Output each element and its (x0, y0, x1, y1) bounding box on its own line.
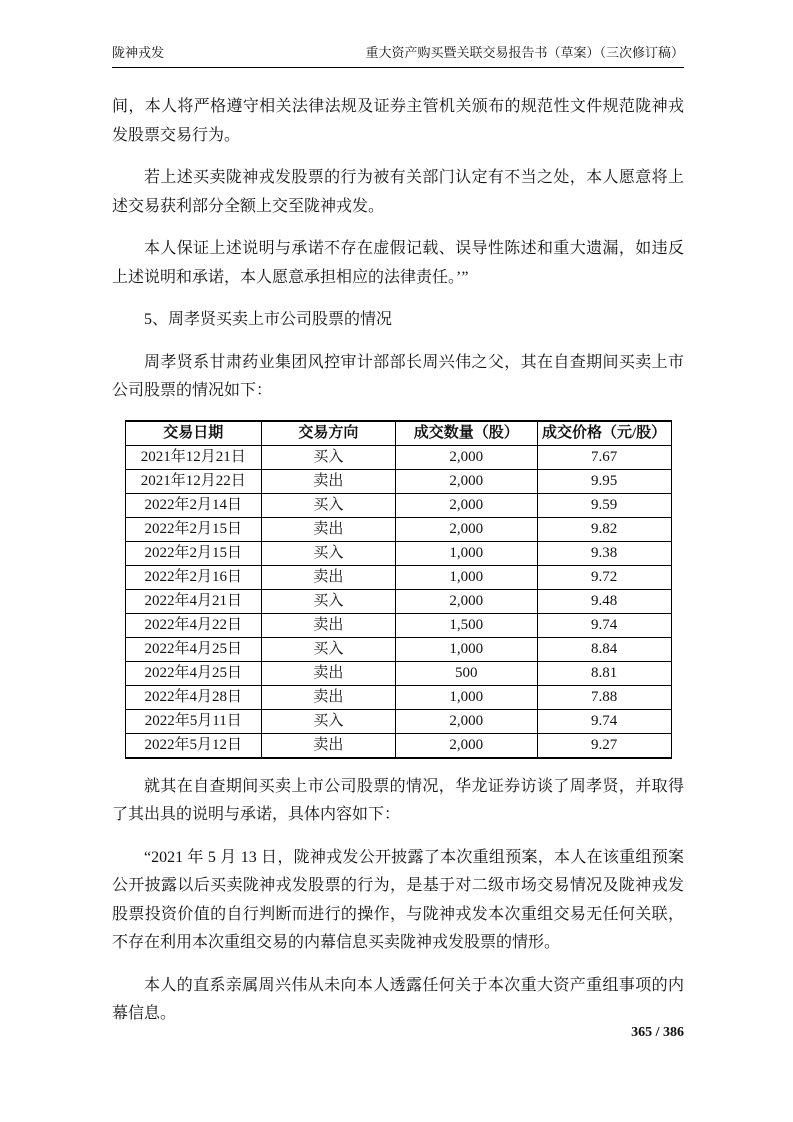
table-row (125, 565, 671, 589)
page-header (112, 44, 684, 68)
trade-direction-cell: 卖出 (262, 661, 396, 685)
trade-volume-cell: 1,500 (395, 613, 537, 637)
table-row (125, 637, 671, 661)
trade-date-cell: 2022年2月14日 (125, 493, 262, 517)
table-row (125, 541, 671, 565)
trade-price-cell: 7.88 (537, 685, 671, 709)
paragraph-insider-info: 本人的直系亲属周兴伟从未向本人透露任何关于本次重大资产重组事项的内幕信息。 (112, 976, 684, 1022)
document-body (112, 68, 684, 1029)
trade-price-cell: 9.59 (537, 493, 671, 517)
trade-date-cell: 2021年12月21日 (125, 445, 262, 469)
trade-volume-cell: 2,000 (395, 589, 537, 613)
trade-direction-cell: 买入 (262, 709, 396, 733)
section-heading-5: 5、周孝贤买卖上市公司股票的情况 (144, 311, 393, 328)
table-header-row (125, 421, 671, 446)
trade-price-cell: 8.81 (537, 661, 671, 685)
trade-direction-cell: 卖出 (262, 685, 396, 709)
table-row (125, 661, 671, 685)
trade-direction-cell: 买入 (262, 493, 396, 517)
stock-trades-table (125, 420, 672, 759)
trade-price-cell: 9.72 (537, 565, 671, 589)
trade-date-cell: 2022年4月25日 (125, 661, 262, 685)
table-row (125, 613, 671, 637)
trade-date-cell: 2021年12月22日 (125, 469, 262, 493)
column-header-volume: 成交数量（股） (395, 421, 537, 446)
table-row (125, 685, 671, 709)
header-report-title: 重大资产购买暨关联交易报告书（草案）（三次修订稿） (365, 45, 684, 60)
table-row (125, 709, 671, 733)
trade-date-cell: 2022年4月21日 (125, 589, 262, 613)
trade-volume-cell: 1,000 (395, 637, 537, 661)
header-company-name: 陇神戎发 (112, 45, 165, 60)
column-header-date: 交易日期 (125, 421, 262, 446)
trade-volume-cell: 2,000 (395, 445, 537, 469)
trade-direction-cell: 买入 (262, 589, 396, 613)
trade-date-cell: 2022年2月16日 (125, 565, 262, 589)
trade-price-cell: 7.67 (537, 445, 671, 469)
trade-date-cell: 2022年5月11日 (125, 709, 262, 733)
table-row (125, 493, 671, 517)
trade-direction-cell: 买入 (262, 445, 396, 469)
paragraph-interview: 就其在自查期间买卖上市公司股票的情况，华龙证券访谈了周孝贤，并取得了其出具的说明与承诺，具体内容如下： (112, 777, 684, 823)
trade-volume-cell: 2,000 (395, 733, 537, 758)
trade-volume-cell: 2,000 (395, 493, 537, 517)
page-number: 365 / 386 (631, 1025, 684, 1040)
trade-volume-cell: 2,000 (395, 469, 537, 493)
trade-volume-cell: 2,000 (395, 517, 537, 541)
trade-date-cell: 2022年4月22日 (125, 613, 262, 637)
paragraph-statement: “2021 年 5 月 13 日，陇神戎发公开披露了本次重组预案，本人在该重组预案公开披露以后买卖陇神戎发股票的行为，是基于对二级市场交易情况及陇神戎发股票投资价值的自行判断而进行的操作，与陇神戎发本次重组交易无任何关联，不存在利用本次重组交易的内幕信息买卖陇神戎发股票的情形。 (112, 848, 684, 951)
trade-direction-cell: 卖出 (262, 517, 396, 541)
trade-direction-cell: 卖出 (262, 613, 396, 637)
trade-price-cell: 9.74 (537, 613, 671, 637)
table-row (125, 517, 671, 541)
trade-price-cell: 9.82 (537, 517, 671, 541)
trade-date-cell: 2022年2月15日 (125, 517, 262, 541)
trade-direction-cell: 买入 (262, 637, 396, 661)
trade-date-cell: 2022年2月15日 (125, 541, 262, 565)
table-row (125, 733, 671, 758)
trade-volume-cell: 2,000 (395, 709, 537, 733)
paragraph-continuation: 间，本人将严格遵守相关法律法规及证券主管机关颁布的规范性文件规范陇神戎发股票交易行为。 (112, 98, 684, 144)
trade-price-cell: 9.95 (537, 469, 671, 493)
trade-direction-cell: 买入 (262, 541, 396, 565)
trade-price-cell: 8.84 (537, 637, 671, 661)
trade-direction-cell: 卖出 (262, 565, 396, 589)
column-header-direction: 交易方向 (262, 421, 396, 446)
trade-volume-cell: 1,000 (395, 541, 537, 565)
table-row (125, 445, 671, 469)
column-header-price: 成交价格（元/股） (537, 421, 671, 446)
trade-price-cell: 9.48 (537, 589, 671, 613)
trade-date-cell: 2022年4月25日 (125, 637, 262, 661)
table-row (125, 469, 671, 493)
trade-price-cell: 9.27 (537, 733, 671, 758)
trade-volume-cell: 500 (395, 661, 537, 685)
paragraph-commitment-return: 若上述买卖陇神戎发股票的行为被有关部门认定有不当之处，本人愿意将上述交易获利部分全额上交至陇神戎发。 (112, 169, 684, 215)
table-row (125, 589, 671, 613)
trade-date-cell: 2022年4月28日 (125, 685, 262, 709)
trade-volume-cell: 1,000 (395, 565, 537, 589)
trade-date-cell: 2022年5月12日 (125, 733, 262, 758)
trade-price-cell: 9.38 (537, 541, 671, 565)
trade-price-cell: 9.74 (537, 709, 671, 733)
paragraph-guarantee: 本人保证上述说明与承诺不存在虚假记载、误导性陈述和重大遗漏，如违反上述说明和承诺，本人愿意承担相应的法律责任。’” (112, 240, 684, 286)
trade-direction-cell: 卖出 (262, 733, 396, 758)
paragraph-intro-table: 周孝贤系甘肃药业集团风控审计部部长周兴伟之父，其在自查期间买卖上市公司股票的情况如下： (112, 353, 684, 399)
trade-direction-cell: 卖出 (262, 469, 396, 493)
trade-volume-cell: 1,000 (395, 685, 537, 709)
